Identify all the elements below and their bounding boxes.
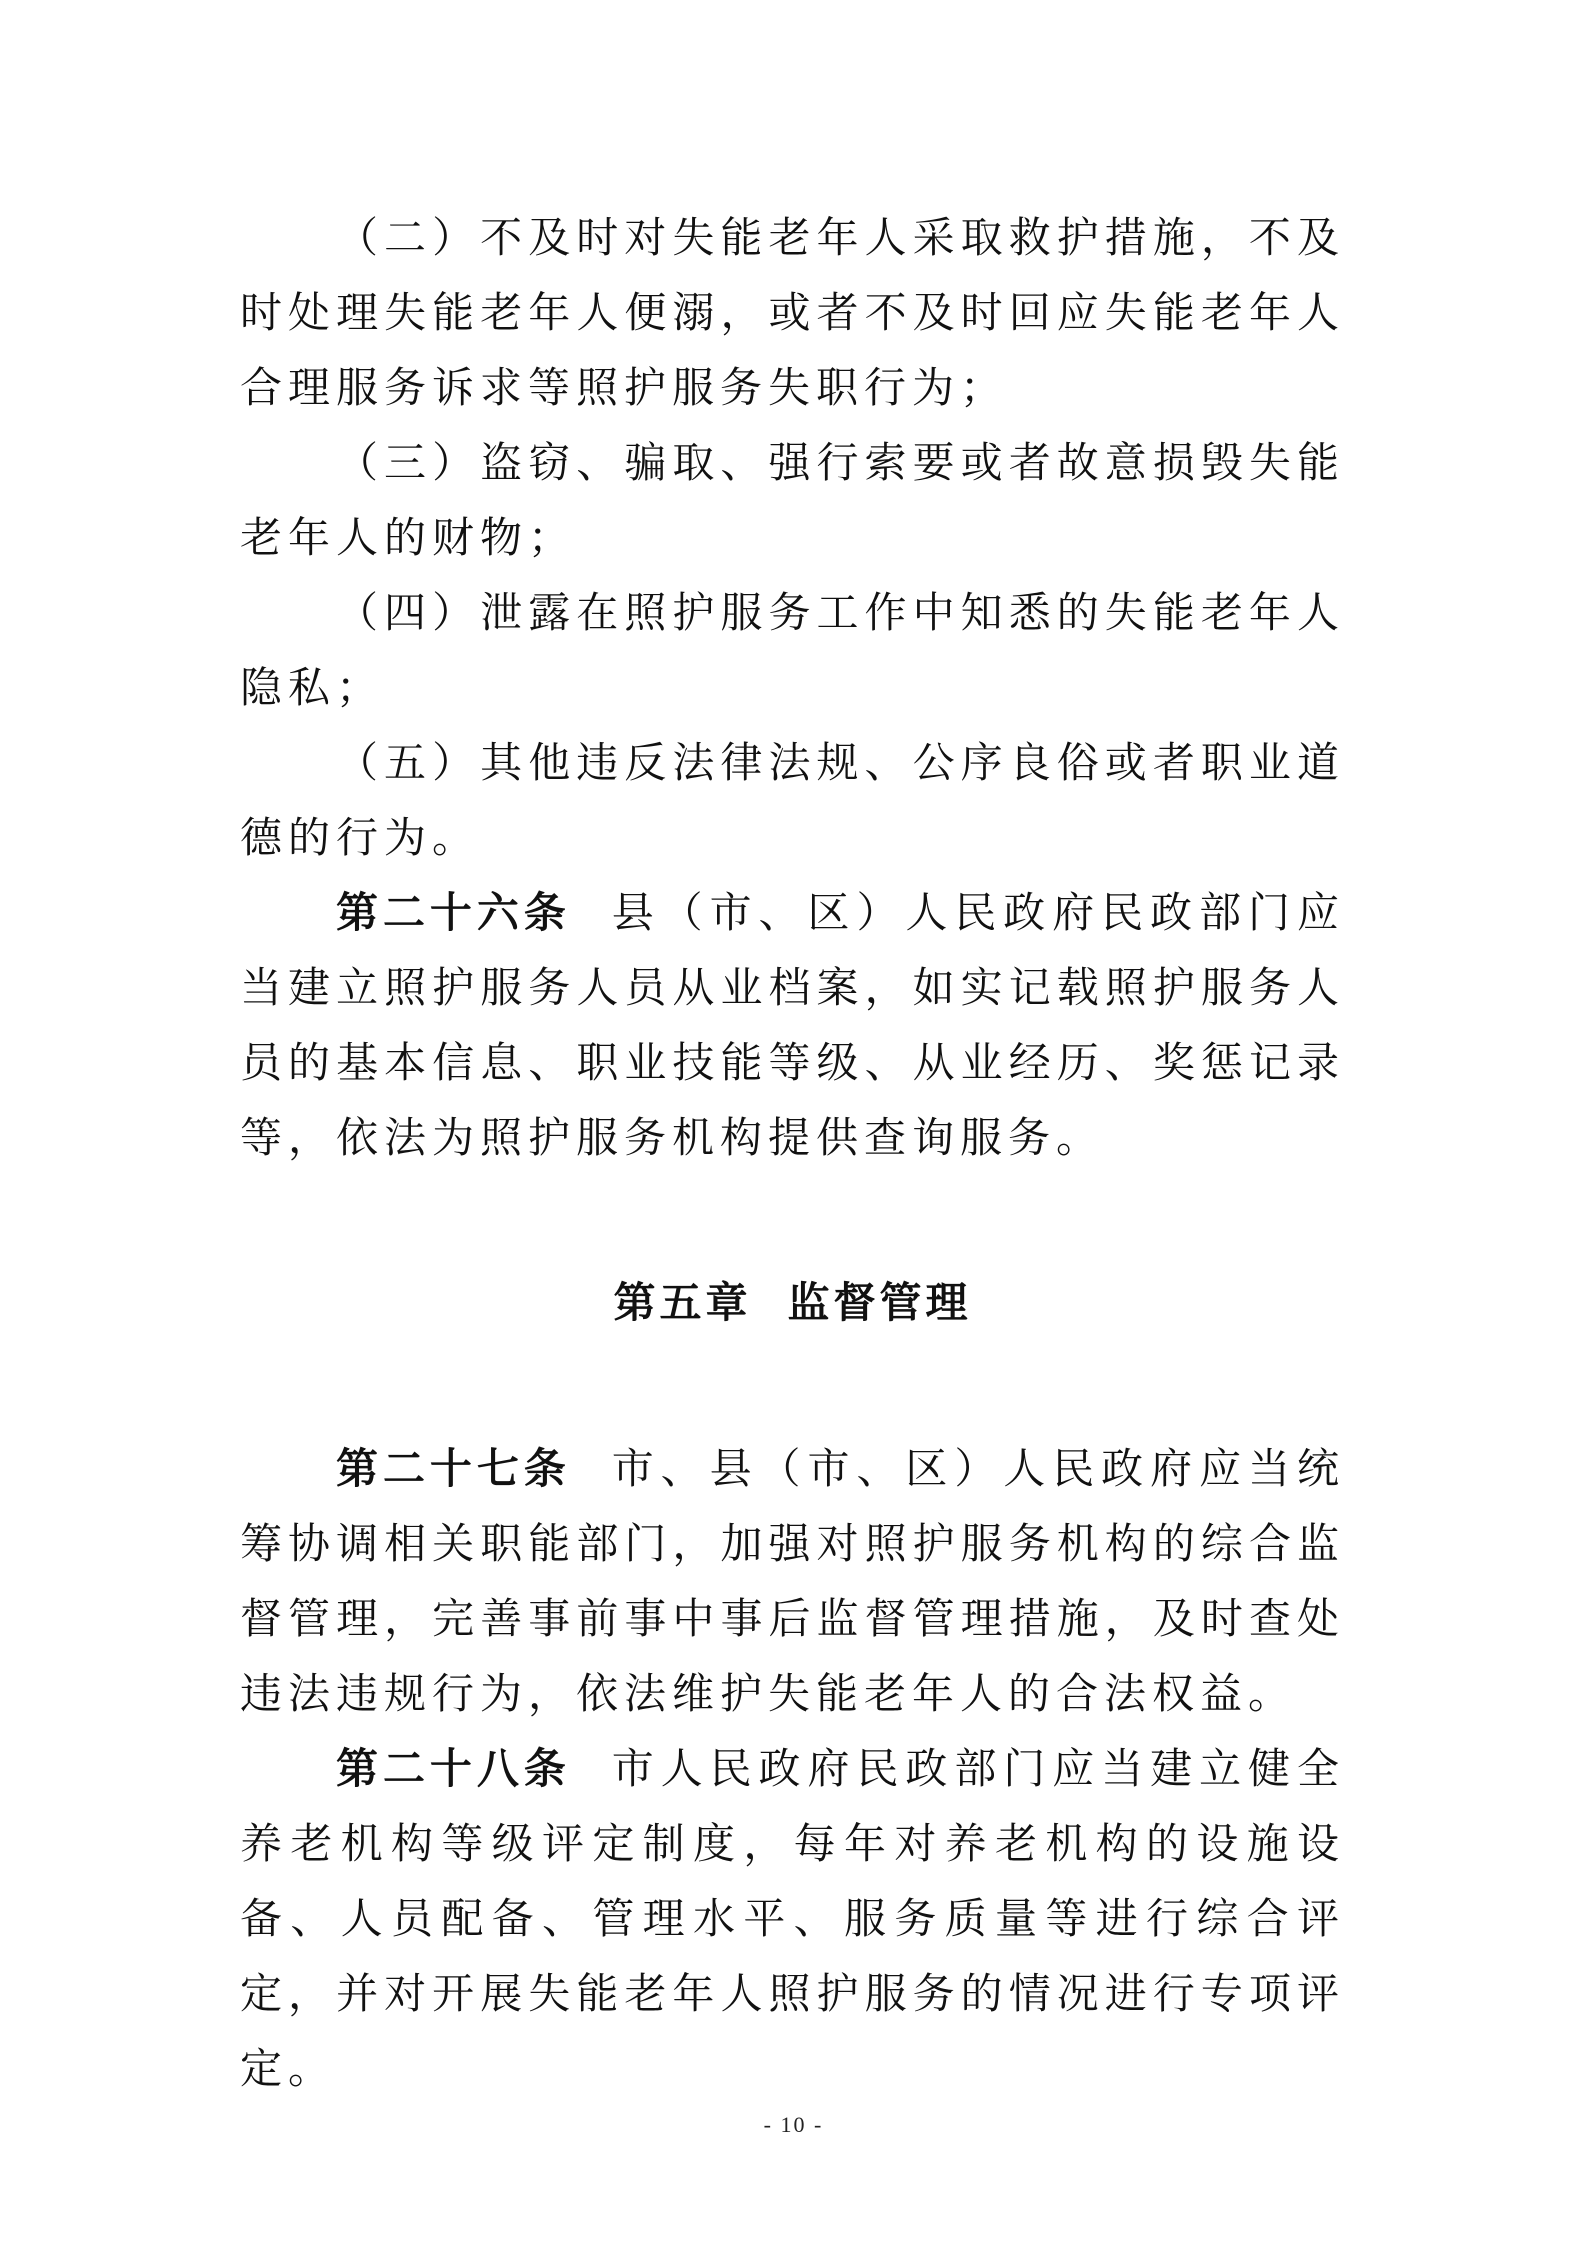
clause-text: （四）泄露在照护服务工作中知悉的失能老年人隐私； [240, 588, 1345, 712]
article-number: 第二十八条 [336, 1744, 571, 1793]
clause-text: （五）其他违反法律法规、公序良俗或者职业道德的行为。 [240, 738, 1345, 862]
document-body [240, 200, 1345, 2106]
clause-item-2 [240, 200, 1345, 425]
article-number: 第二十六条 [336, 888, 571, 937]
article-text: 市、县（市、区）人民政府应当统筹协调相关职能部门，加强对照护服务机构的综合监督管理，完善事前事中事后监督管理措施，及时查处违法违规行为，依法维护失能老年人的合法权益。 [240, 1444, 1345, 1718]
clause-item-3 [240, 425, 1345, 575]
article-28 [240, 1731, 1345, 2106]
page-number: - 10 - [763, 2112, 824, 2137]
article-27 [240, 1431, 1345, 1731]
clause-item-5 [240, 725, 1345, 875]
article-number: 第二十七条 [336, 1444, 571, 1493]
clause-text: （二）不及时对失能老年人采取救护措施，不及时处理失能老年人便溺，或者不及时回应失能老年人合理服务诉求等照护服务失职行为； [240, 213, 1345, 412]
chapter-title: 监督管理 [787, 1278, 972, 1327]
article-text: 市人民政府民政部门应当建立健全养老机构等级评定制度，每年对养老机构的设施设备、人员配备、管理水平、服务质量等进行综合评定，并对开展失能老年人照护服务的情况进行专项评定。 [240, 1744, 1345, 2093]
clause-item-4 [240, 575, 1345, 725]
article-26 [240, 875, 1345, 1175]
clause-text: （三）盗窃、骗取、强行索要或者故意损毁失能老年人的财物； [240, 438, 1345, 562]
article-text: 县（市、区）人民政府民政部门应当建立照护服务人员从业档案，如实记载照护服务人员的基本信息、职业技能等级、从业经历、奖惩记录等，依法为照护服务机构提供查询服务。 [240, 888, 1345, 1162]
chapter-heading [240, 1273, 1345, 1333]
chapter-number: 第五章 [613, 1278, 752, 1327]
